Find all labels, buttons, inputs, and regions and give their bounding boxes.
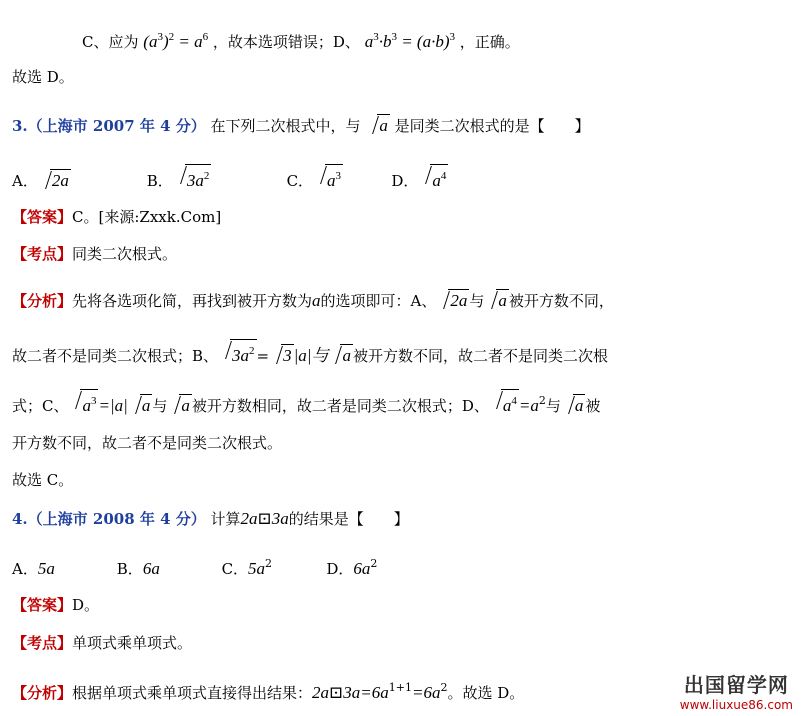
q2-d-expression: $a^3\cdot b^3 = (a\cdot b)^3$: [364, 31, 455, 51]
q4-title: 4.（上海市 2008 年 4 分）: [12, 510, 206, 528]
q3-option-a: A． 2a: [12, 171, 69, 190]
q2-c-label: C、应为: [82, 33, 139, 51]
q3-point: [12, 243, 177, 265]
q2-option-c-d-line: [82, 26, 520, 53]
watermark-url: www.liuxue86.com: [679, 698, 793, 712]
q2-c-text: ，故本选项错误；D、: [212, 33, 360, 51]
q4-options: [12, 553, 377, 580]
q2-choose: 故选 D。: [12, 68, 74, 86]
q4-stem-expression: 2a⊡3a: [240, 509, 289, 528]
watermark-title: 出国留学网: [683, 673, 789, 697]
q4-question-line: 4.（上海市 2008 年 4 分） 计算2a⊡3a的结果是【 】: [12, 509, 409, 528]
q3-point-tag: 【考点】: [12, 245, 73, 263]
q4-analysis: 【分析】根据单项式乘单项式直接得出结果：$2a⊡3a=6a^{1+1}=6a^2$。故选 D。: [12, 681, 525, 702]
q3-options: [12, 164, 448, 192]
q3-answer-text: C。[来源:Zxxk.Com]: [72, 208, 222, 226]
q3-point-text: 同类二次根式。: [72, 245, 178, 263]
q4-answer: [12, 594, 99, 616]
q4-option-a: A．5a: [12, 559, 55, 578]
q3-option-c: C． $a^3$: [287, 164, 387, 192]
q3-answer-tag: 【答案】: [12, 208, 73, 226]
q4-answer-tag: 【答案】: [12, 596, 73, 614]
q4-option-d: D．$6a^2$: [326, 557, 378, 578]
q2-c-expression: $(a^3)^2 = a^6$: [143, 31, 209, 51]
q3-option-d: D． $a^4$: [391, 164, 448, 192]
q3-stem-after: 是同类二次根式的是【 】: [394, 117, 590, 135]
q4-point: [12, 632, 192, 654]
q4-answer-text: D。: [72, 596, 100, 614]
q3-question-line: [12, 114, 590, 137]
q3-analysis-tag: 【分析】: [12, 292, 73, 310]
q4-point-text: 单项式乘单项式。: [72, 634, 193, 652]
q4-analysis-tag: 【分析】: [12, 684, 73, 702]
q3-analysis-line-4: 开方数不同，故二者不是同类二次根式。: [12, 434, 283, 452]
q3-option-b: B． $3a^2$: [147, 164, 282, 192]
q3-analysis-line-1: 【分析】先将各选项化简，再找到被开方数为a的选项即可：A、 2a 与 a 被开方数不同，: [12, 291, 614, 310]
q3-title: 3.（上海市 2007 年 4 分）: [12, 117, 206, 135]
q4-option-c: C．$5a^2$: [221, 557, 273, 578]
q3-stem-radical: a: [367, 114, 390, 137]
site-watermark-logo: [680, 669, 793, 712]
q4-option-b: B．6a: [116, 559, 160, 578]
q3-choose: 故选 C。: [12, 471, 74, 489]
q4-point-tag: 【考点】: [12, 634, 73, 652]
q3-analysis-line-2: 故二者不是同类二次根式；B、 $3a^2 = 3$ |a|与 a 被开方数不同，故二者不是同类二次根: [12, 339, 608, 367]
q3-analysis-line-3: 式；C、 $a^3 =|a|$ a 与 a 被开方数相同，故二者是同类二次根式；D、 $a^4 =a^2$与 a 被: [12, 389, 600, 417]
q2-d-text: ，正确。: [459, 33, 520, 51]
q3-answer: [12, 206, 221, 228]
q3-stem: 在下列二次根式中，与: [210, 117, 361, 135]
